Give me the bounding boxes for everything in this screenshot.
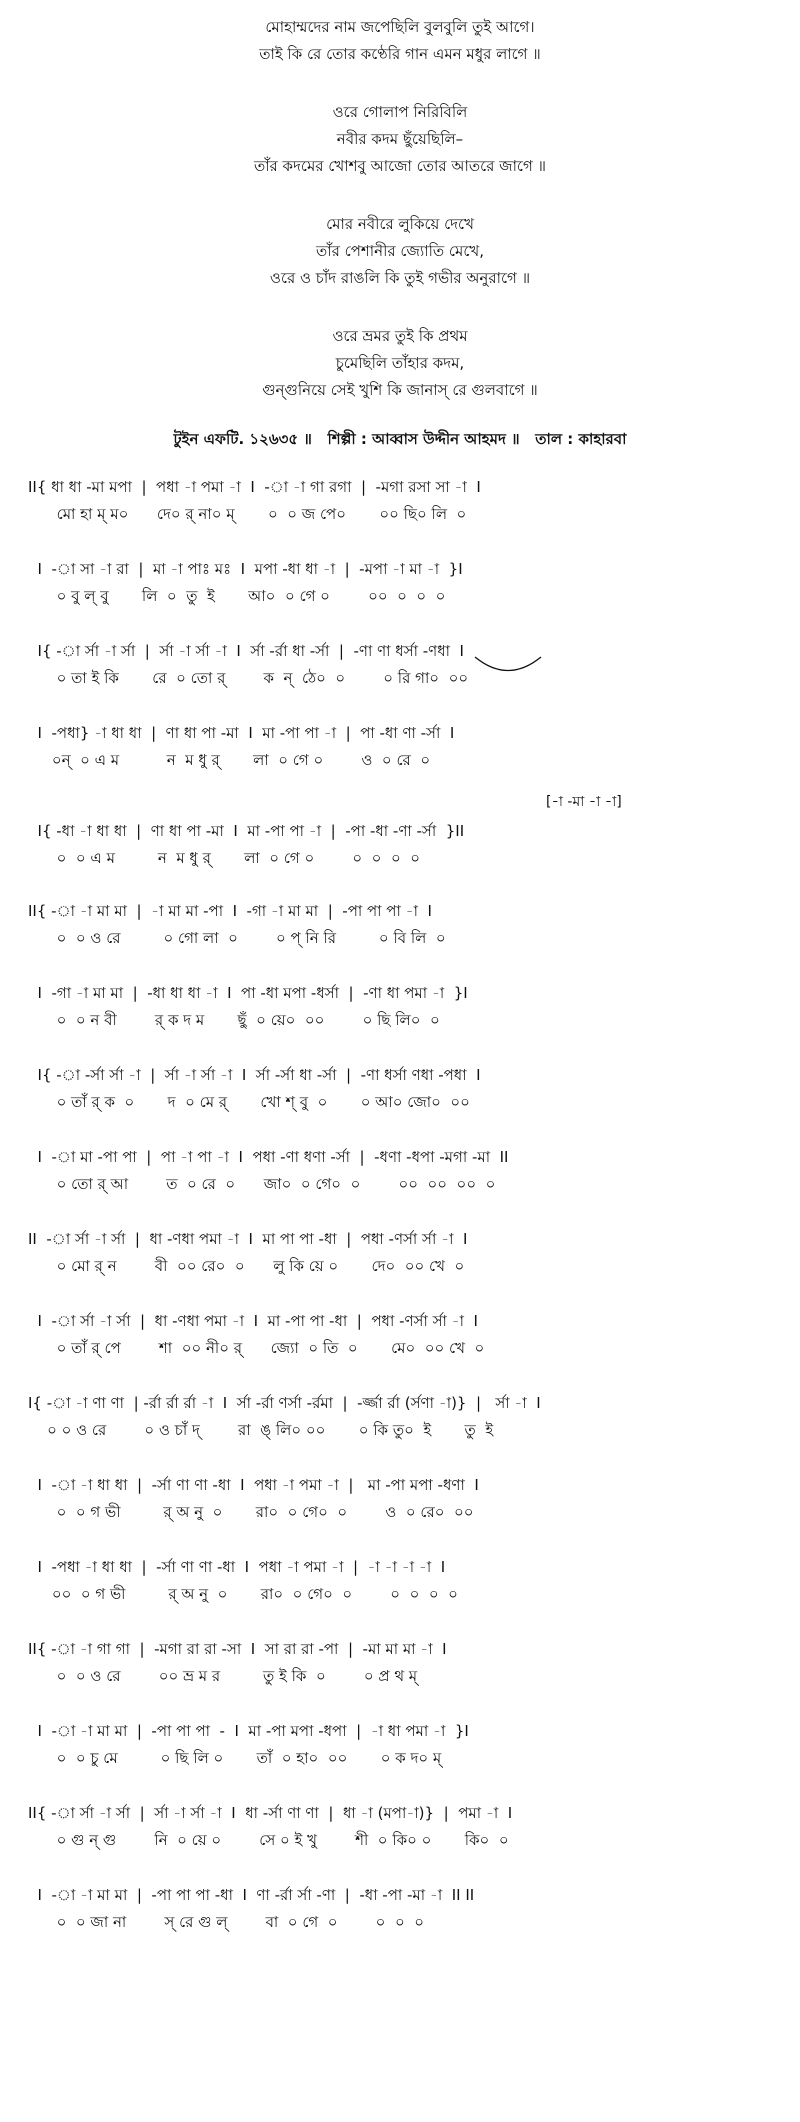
- syllable-line: ০ গু ন্ গু নি ০ য়ে ০ সে ০ ই খু শী ০ কি০ ০ কি০ ০: [28, 1831, 509, 1849]
- syllable-line: মো হা ম্ ম০ দে০ র্ না০ ম্ ০ ০ জ পে০ ০০ ছি০ লি ০: [28, 505, 467, 523]
- lyric-line: ওরে ও চাঁদ রাঙলি কি তুই গভীর অনুরাগে ॥: [269, 269, 531, 287]
- notation-row: [28, 1214, 780, 1296]
- lyric-line: গুন্‌গুনিয়ে সেই খুশি কি জানাস্ রে গুলবাগে ॥: [262, 381, 538, 399]
- swaralipi-line: I -া -া মা মা | -পা পা পা -ধা I ণা -র্রা র্সা -ণা | -ধা -পা -মা -া II II: [28, 1886, 475, 1904]
- swaralipi-line: I -গা -া মা মা | -ধা ধা ধা -া I পা -ধা মপা -ধর্সা | -ণা ধা পমা -া }I: [28, 984, 468, 1002]
- notation-row: [28, 790, 780, 886]
- lyric-stanza: [0, 211, 800, 292]
- swaralipi-line: I -া মা -পা পা | পা -া পা -া I পধা -ণা ধণা -র্সা | -ধণা -ধপা -মগা -মা II: [28, 1148, 509, 1166]
- lyric-line: নবীর কদম ছুঁয়েছিলি–: [336, 130, 464, 148]
- swaralipi-line: I{ -া র্সা -া র্সা | র্সা -া র্সা -া I র্সা -র্রা ধা -র্সা | -ণা ণা ধর্সা -ণধা I: [28, 642, 464, 660]
- notation-row: [28, 1378, 780, 1460]
- lyric-stanza: [0, 99, 800, 180]
- lyric-stanza: [0, 14, 800, 68]
- slur-mark: [473, 654, 543, 674]
- syllable-line: ০ ০ চু মে ০ ছি লি ০ তাঁ ০ হা০ ০০ ০ ক দ০ ম্: [28, 1749, 442, 1767]
- lyric-stanza: [0, 323, 800, 404]
- notation-row: [28, 1460, 780, 1542]
- lyric-line: তাঁর কদমের খোশবু আজো তোর আতরে জাগে ॥: [253, 157, 547, 175]
- syllable-line: ০ তাঁ র্ ক ০ দ ০ মে র্ খো শ্ বু ০ ০ আ০ জো০ ০০: [28, 1093, 470, 1111]
- notation-row: [28, 968, 780, 1050]
- syllable-line: ০ন্ ০ এ ম ন ম ধু র্ লা ০ গে ০ ও ০ রে ০: [28, 751, 431, 769]
- swaralipi-line: I -পধা -া ধা ধা | -র্সা ণা ণা -ধা I পধা -া পমা -া | -া -া -া -া I: [28, 1558, 446, 1576]
- syllable-line: ০ ০ এ ম ন ম ধু র্ লা ০ গে ০ ০ ০ ০ ০: [28, 849, 421, 867]
- notation-row: [28, 1870, 780, 1952]
- swaralipi-line: I{ -া -া ণা ণা | -র্রা র্রা র্রা -া I র্সা -র্রা ণর্সা -র্রমা | -র্জ্জা র্রা (র্সণা -া)} | র্সা -া I: [28, 1394, 541, 1412]
- swaralipi-line: I{ -া -র্সা র্সা -া | র্সা -া র্সা -া I র্সা -র্সা ধা -র্সা | -ণা ধর্সা ণধা -পধা I: [28, 1066, 481, 1084]
- swaralipi-line: II{ -া -া মা মা | -া মা মা -পা I -গা -া মা মা | -পা পা পা -া I: [28, 902, 432, 920]
- notation-sheet: [28, 462, 780, 1952]
- syllable-line: ০ ০ ও রে ০ গো লা ০ ০ প্ নি রি ০ বি লি ০: [28, 929, 446, 947]
- syllable-line: ০০ ০ গ ভী র্ অ নু ০ রা০ ০ গে০ ০ ০ ০ ০ ০: [28, 1585, 458, 1603]
- notation-row: [28, 1296, 780, 1378]
- notation-row: [28, 1706, 780, 1788]
- swaralipi-line: II{ -া -া গা গা | -মগা রা রা -সা I সা রা রা -পা | -মা মা মা -া I: [28, 1640, 447, 1658]
- syllable-line: ০ মো র্ ন বী ০০ রে০ ০ লু কি য়ে ০ দে০ ০০ খে ০: [28, 1257, 465, 1275]
- swaralipi-line: I -া -া ধা ধা | -র্সা ণা ণা -ধা I পধা -া পমা -া | মা -পা মপা -ধণা I: [28, 1476, 479, 1494]
- alternate-ending: [-া -মা -া -া]: [546, 794, 622, 810]
- lyric-line: তাঁর পেশানীর জ্যোতি মেখে,: [316, 242, 484, 260]
- syllable-line: ০ বু ল্ বু লি ০ তু ই আ০ ০ গে ০ ০০ ০ ০ ০: [28, 587, 446, 605]
- lyric-line: ওরে ভ্রমর তুই কি প্রথম: [332, 327, 468, 345]
- swaralipi-line: II{ -া র্সা -া র্সা | র্সা -া র্সা -া I ধা -র্সা ণা ণা | ধা -া (মপা-া)} | পমা -া I: [28, 1804, 513, 1822]
- syllable-line: ০ ০ গ ভী র্ অ নু ০ রা০ ০ গে০ ০ ও ০ রে০ ০০: [28, 1503, 474, 1521]
- lyric-line: চুমেছিলি তাঁহার কদম,: [335, 354, 465, 372]
- notation-row: [28, 1050, 780, 1132]
- syllable-line: ০ ০ ও রে ০ ও চাঁ দ্ রা ঙ্ লি০ ০০ ০ কি তু০ ই তু ই: [28, 1421, 494, 1439]
- notation-row: [28, 1624, 780, 1706]
- swaralipi-line: I{ -ধা -া ধা ধা | ণা ধা পা -মা I মা -পা পা -া | -পা -ধা -ণা -র্সা }II: [28, 822, 465, 840]
- notation-row: [28, 1788, 780, 1870]
- notation-row: [28, 462, 780, 544]
- lyric-line: ওরে গোলাপ নিরিবিলি: [332, 103, 468, 121]
- lyric-line: মোহাম্মদের নাম জপেছিলি বুলবুলি তুই আগে।: [265, 18, 535, 36]
- song-header: টুইন এফটি. ১২৬৩৫ ॥ শিল্পী : আব্বাস উদ্দীন আহমদ ॥ তাল : কাহারবা: [173, 430, 627, 448]
- lyric-line: মোর নবীরে লুকিয়ে দেখে: [326, 215, 474, 233]
- syllable-line: ০ ০ ও রে ০০ ভ্র ম র তু ই কি ০ ০ প্র থ ম্: [28, 1667, 418, 1685]
- notation-row: [28, 708, 780, 790]
- notation-row: [28, 1132, 780, 1214]
- lyric-line: তাই কি রে তোর কণ্ঠেরি গান এমন মধুর লাগে ॥: [259, 45, 541, 63]
- syllable-line: ০ ০ ন বী র্ ক দ ম ছুঁ ০ য়ে০ ০০ ০ ছি লি০ ০: [28, 1011, 440, 1029]
- notation-row: [28, 886, 780, 968]
- syllable-line: ০ তাঁ র্ পে শা ০০ নী০ র্ জ্যো ০ তি ০ মে০ ০০ খে ০: [28, 1339, 485, 1357]
- syllable-line: ০ ০ জা না স্ রে গু ল্ বা ০ গে ০ ০ ০ ০: [28, 1913, 425, 1931]
- swaralipi-line: II -া র্সা -া র্সা | ধা -ণধা পমা -া I মা পা পা -ধা | পধা -ণর্সা র্সা -া I: [28, 1230, 468, 1248]
- swaralipi-line: II{ ধা ধা -মা মপা | পধা -া পমা -া I -া -া গা রগা | -মগা রসা সা -া I: [28, 478, 481, 496]
- swaralipi-line: I -া সা -া রা | মা -া পাঃ মঃ I মপা -ধা ধা -া | -মপা -া মা -া }I: [28, 560, 463, 578]
- syllable-line: ০ তা ই কি রে ০ তো র্ ক ন্ ঠে০ ০ ০ রি গা০ ০০: [28, 669, 469, 687]
- swaralipi-line: I -া র্সা -া র্সা | ধা -ণধা পমা -া I মা -পা পা -ধা | পধা -ণর্সা র্সা -া I: [28, 1312, 478, 1330]
- lyrics-section: [0, 14, 800, 435]
- swaralipi-line: I -পধা} -া ধা ধা | ণা ধা পা -মা I মা -পা পা -া | পা -ধা ণা -র্সা I: [28, 724, 455, 742]
- notation-row: [28, 544, 780, 626]
- notation-row: [28, 626, 780, 708]
- notation-row: [28, 1542, 780, 1624]
- swaralipi-line: I -া -া মা মা | -পা পা পা - I মা -পা মপা -ধপা | -া ধা পমা -া }I: [28, 1722, 469, 1740]
- syllable-line: ০ তো র্ আ ত ০ রে ০ জা০ ০ গে০ ০ ০০ ০০ ০০ ০: [28, 1175, 496, 1193]
